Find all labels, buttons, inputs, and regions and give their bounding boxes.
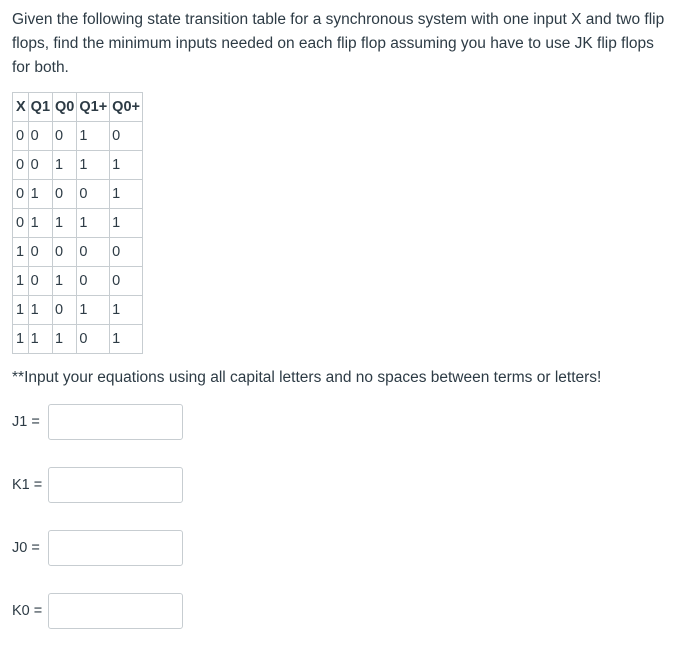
header-q0: Q0 xyxy=(53,93,77,122)
table-cell: 1 xyxy=(110,325,143,354)
table-cell: 1 xyxy=(28,296,52,325)
field-j1 xyxy=(12,402,183,442)
table-cell: 1 xyxy=(77,122,110,151)
question-text: Given the following state transition table for a synchronous system with one input X and two flip flops, find the minimum inputs needed on each flip flop assuming you have to use JK flip flops for both. xyxy=(12,11,665,76)
table-cell: 1 xyxy=(28,209,52,238)
table-row xyxy=(13,180,143,209)
table-row xyxy=(13,296,143,325)
table-header-row xyxy=(13,93,143,122)
table-row xyxy=(13,122,143,151)
table-cell: 1 xyxy=(77,296,110,325)
table-cell: 0 xyxy=(28,122,52,151)
table-cell: 1 xyxy=(77,151,110,180)
table-cell: 0 xyxy=(77,180,110,209)
j1-input[interactable] xyxy=(48,404,183,440)
table-cell: 1 xyxy=(13,267,29,296)
table-cell: 1 xyxy=(110,151,143,180)
table-cell: 0 xyxy=(77,325,110,354)
table-cell: 0 xyxy=(53,296,77,325)
table-cell: 1 xyxy=(77,209,110,238)
table-row xyxy=(13,325,143,354)
table-cell: 1 xyxy=(53,267,77,296)
header-q0-next: Q0+ xyxy=(110,93,143,122)
table-cell: 0 xyxy=(53,180,77,209)
table-row xyxy=(13,267,143,296)
table-cell: 1 xyxy=(28,180,52,209)
k1-input[interactable] xyxy=(48,467,183,503)
header-q1: Q1 xyxy=(28,93,52,122)
j1-label: J1 = xyxy=(12,414,40,430)
table-cell: 1 xyxy=(13,238,29,267)
table-cell: 0 xyxy=(110,238,143,267)
field-k0 xyxy=(12,591,183,631)
table-cell: 1 xyxy=(110,296,143,325)
table-cell: 1 xyxy=(110,209,143,238)
table-cell: 0 xyxy=(53,122,77,151)
table-cell: 1 xyxy=(53,151,77,180)
j0-label: J0 = xyxy=(12,540,40,556)
table-cell: 1 xyxy=(13,325,29,354)
table-cell: 0 xyxy=(13,180,29,209)
k0-label: K0 = xyxy=(12,603,43,619)
field-j0 xyxy=(12,528,183,568)
j0-input[interactable] xyxy=(48,530,183,566)
header-x: X xyxy=(13,93,29,122)
table-row xyxy=(13,209,143,238)
table-cell: 0 xyxy=(13,122,29,151)
table-cell: 0 xyxy=(110,267,143,296)
table-cell: 0 xyxy=(28,267,52,296)
table-cell: 0 xyxy=(13,209,29,238)
table-cell: 1 xyxy=(53,325,77,354)
field-k1 xyxy=(12,465,183,505)
table-cell: 0 xyxy=(13,151,29,180)
table-cell: 1 xyxy=(13,296,29,325)
table-cell: 1 xyxy=(110,180,143,209)
k1-label: K1 = xyxy=(12,477,43,493)
instruction-note: **Input your equations using all capital letters and no spaces between terms or letters! xyxy=(12,369,602,386)
table-cell: 0 xyxy=(53,238,77,267)
table-cell: 1 xyxy=(53,209,77,238)
table-row xyxy=(13,238,143,267)
table-row xyxy=(13,151,143,180)
table-cell: 1 xyxy=(28,325,52,354)
state-transition-table xyxy=(12,92,143,354)
table-cell: 0 xyxy=(28,238,52,267)
table-cell: 0 xyxy=(77,267,110,296)
table-cell: 0 xyxy=(77,238,110,267)
header-q1-next: Q1+ xyxy=(77,93,110,122)
k0-input[interactable] xyxy=(48,593,183,629)
table-cell: 0 xyxy=(28,151,52,180)
table-cell: 0 xyxy=(110,122,143,151)
